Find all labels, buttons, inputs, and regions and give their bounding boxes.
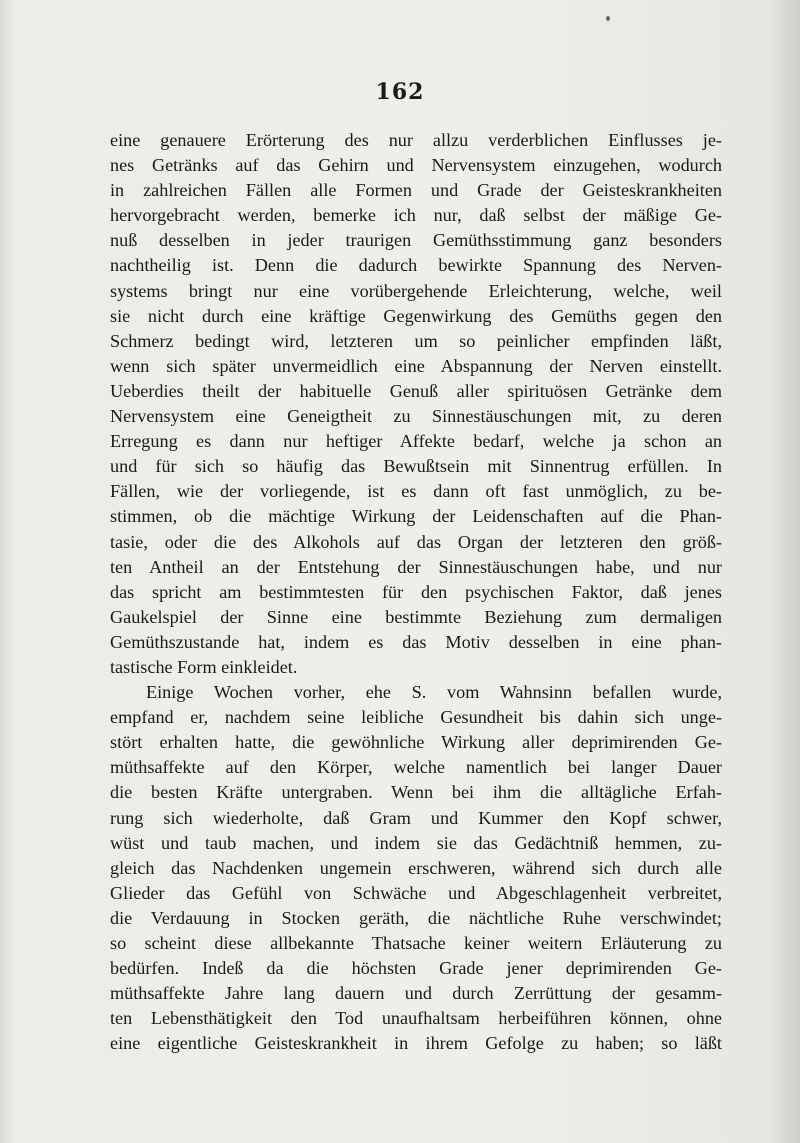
text-line-4: hervorgebracht werden, bemerke ich nur, daß selbst der mäßige Ge- bbox=[110, 205, 722, 226]
text-line-16: stimmen, ob die mächtige Wirkung der Leidenschaften auf die Phan- bbox=[110, 506, 722, 527]
text-line-6: nachtheilig ist. Denn die dadurch bewirkte Spannung des Nerven- bbox=[110, 255, 722, 276]
text-line-28: rung sich wiederholte, daß Gram und Kummer den Kopf schwer, bbox=[110, 807, 722, 828]
text-line-5: nuß desselben in jeder traurigen Gemüthsstimmung ganz besonders bbox=[110, 230, 722, 251]
ink-speck bbox=[606, 16, 610, 21]
text-line-33: so scheint diese allbekannte Thatsache keiner weitern Erläuterung zu bbox=[110, 933, 722, 953]
text-line-22: tastische Form einkleidet. bbox=[110, 656, 298, 677]
text-line-30: gleich das Nachdenken ungemein erschweren, während sich durch alle bbox=[110, 857, 722, 878]
text-line-19: das spricht am bestimmtesten für den psychischen Faktor, daß jenes bbox=[110, 581, 722, 602]
text-line-26: müthsaffekte auf den Körper, welche namentlich bei langer Dauer bbox=[110, 757, 722, 778]
text-line-1: eine genauere Erörterung des nur allzu verderblichen Einflusses je- bbox=[110, 130, 722, 150]
text-line-35: müthsaffekte Jahre lang dauern und durch Zerrüttung der gesamm- bbox=[110, 983, 722, 1004]
text-line-32: die Verdauung in Stocken geräth, die nächtliche Ruhe verschwindet; bbox=[110, 907, 722, 928]
text-line-14: und für sich so häufig das Bewußtsein mit Sinnentrug erfüllen. In bbox=[110, 456, 722, 477]
page-number: 162 bbox=[375, 79, 425, 105]
text-line-21: Gemüthszustande hat, indem es das Motiv desselben in eine phan- bbox=[110, 631, 722, 652]
text-line-13: Erregung es dann nur heftiger Affekte bedarf, welche ja schon an bbox=[110, 431, 722, 452]
text-line-25: stört erhalten hatte, die gewöhnliche Wirkung aller deprimirenden Ge- bbox=[110, 732, 722, 753]
text-line-18: ten Antheil an der Entstehung der Sinnestäuschungen habe, und nur bbox=[110, 556, 722, 577]
text-line-8: sie nicht durch eine kräftige Gegenwirkung des Gemüths gegen den bbox=[110, 305, 722, 326]
text-line-24: empfand er, nachdem seine leibliche Gesundheit bis dahin sich unge- bbox=[110, 707, 722, 728]
text-line-36: ten Lebensthätigkeit den Tod unaufhaltsam herbeiführen können, ohne bbox=[110, 1008, 722, 1029]
text-line-27: die besten Kräfte untergraben. Wenn bei ihm die alltägliche Erfah- bbox=[110, 782, 722, 803]
text-line-37: eine eigentliche Geisteskrankheit in ihrem Gefolge zu haben; so läßt bbox=[110, 1033, 722, 1054]
text-line-10: wenn sich später unvermeidlich eine Abspannung der Nerven einstellt. bbox=[110, 355, 722, 376]
text-line-11: Ueberdies theilt der habituelle Genuß aller spirituösen Getränke dem bbox=[110, 380, 722, 401]
text-line-17: tasie, oder die des Alkohols auf das Organ der letzteren den größ- bbox=[110, 531, 722, 552]
text-line-29: wüst und taub machen, und indem sie das Gedächtniß hemmen, zu- bbox=[110, 832, 722, 853]
text-line-15: Fällen, wie der vorliegende, ist es dann oft fast unmöglich, zu be- bbox=[110, 481, 722, 502]
text-line-23: Einige Wochen vorher, ehe S. vom Wahnsinn befallen wurde, bbox=[146, 682, 722, 703]
text-line-7: systems bringt nur eine vorübergehende Erleichterung, welche, weil bbox=[110, 280, 722, 301]
body-text bbox=[110, 128, 722, 1056]
text-line-12: Nervensystem eine Geneigtheit zu Sinnestäuschungen mit, zu deren bbox=[110, 406, 722, 427]
text-line-31: Glieder das Gefühl von Schwäche und Abgeschlagenheit verbreitet, bbox=[110, 882, 722, 903]
text-line-2: nes Getränks auf das Gehirn und Nervensystem einzugehen, wodurch bbox=[110, 155, 722, 176]
text-line-9: Schmerz bedingt wird, letzteren um so peinlicher empfinden läßt, bbox=[110, 330, 722, 351]
text-line-3: in zahlreichen Fällen alle Formen und Grade der Geisteskrankheiten bbox=[110, 180, 722, 201]
text-line-34: bedürfen. Indeß da die höchsten Grade jener deprimirenden Ge- bbox=[110, 958, 722, 979]
text-line-20: Gaukelspiel der Sinne eine bestimmte Beziehung zum dermaligen bbox=[110, 606, 722, 627]
